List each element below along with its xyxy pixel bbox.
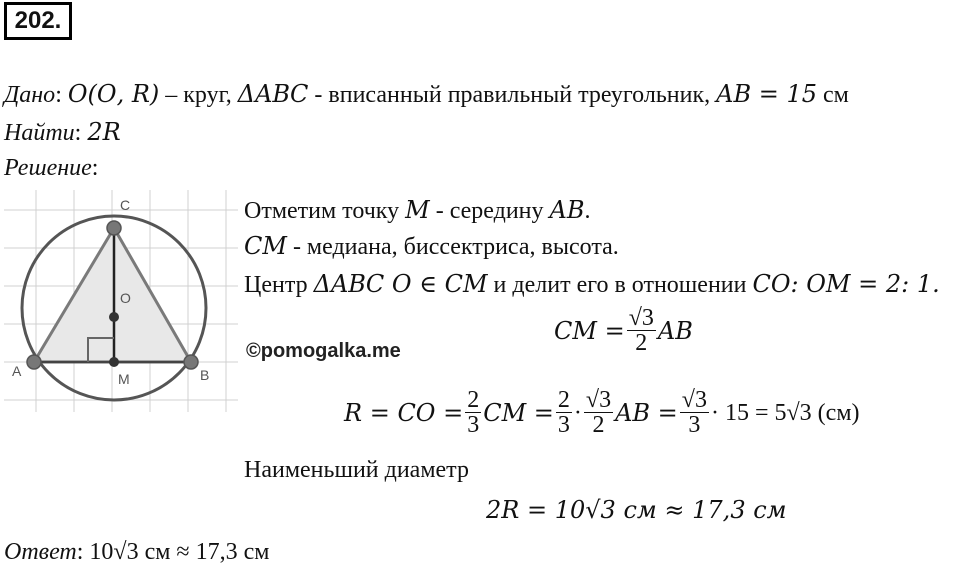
given-dash-text: – круг, — [159, 82, 238, 108]
point-c — [107, 221, 121, 235]
answer-label: Ответ — [4, 539, 77, 565]
label-o: O — [120, 290, 131, 306]
equation-r: 𝑅 = 𝐶𝑂 = $\frac{2}{3}$ 𝐶𝑀 = $\frac{2}{3}$ · $\frac{√3}{2}$ 𝐴𝐵 = $\frac{√3}{3}$ · 15 = 5√3 (см) — [344, 387, 860, 438]
find-label: Найти — [4, 120, 75, 146]
label-m: M — [118, 371, 130, 387]
answer-value: 10√3 см ≈ 17,3 см — [89, 539, 270, 565]
step-2: 𝐶𝑀 - медиана, биссектриса, высота. — [244, 232, 619, 260]
point-m — [109, 357, 119, 367]
problem-number: 202. — [4, 2, 72, 40]
given-triangle: Δ𝐴𝐵𝐶 — [237, 80, 309, 108]
label-b: B — [200, 367, 210, 383]
point-b — [184, 355, 198, 369]
label-a: A — [12, 363, 22, 379]
step-1: Отметим точку 𝑀 - середину 𝐴𝐵. — [244, 196, 591, 224]
equation-diameter: 2𝑅 = 10√3 см ≈ 17,3 см — [486, 496, 787, 524]
step-3: Центр Δ𝐴𝐵𝐶 𝑂 ∈ 𝐶𝑀 и делит его в отношении 𝐶𝑂: 𝑂𝑀 = 2: 1. — [244, 270, 940, 298]
given-label: Дано — [4, 82, 56, 108]
step-4: Наименьший диаметр — [244, 457, 469, 483]
label-c: C — [120, 197, 131, 213]
solution-label: Решение — [4, 155, 92, 181]
given-description: - вписанный правильный треугольник, — [308, 82, 717, 108]
given-line: Дано: 𝑂(𝑂, 𝑅) – круг, Δ𝐴𝐵𝐶 - вписанный правильный треугольник, 𝐴𝐵 = 15 см — [4, 80, 849, 108]
find-line: Найти: 2𝑅 — [4, 118, 121, 146]
given-unit: см — [817, 82, 849, 108]
equation-cm: 𝐶𝑀 = $\frac{√3}{2}$ 𝐴𝐵 — [554, 305, 693, 356]
solution-line: Решение: — [4, 155, 99, 181]
watermark: ©pomogalka.me — [246, 340, 401, 362]
point-o — [109, 312, 119, 322]
triangle-figure — [4, 190, 238, 412]
given-side: 𝐴𝐵 = 15 — [716, 80, 818, 108]
fraction: $\frac{√3}{2}$ — [628, 305, 654, 356]
point-a — [27, 355, 41, 369]
answer-line: Ответ: 10√3 см ≈ 17,3 см — [4, 539, 270, 565]
given-circle: 𝑂(𝑂, 𝑅) — [67, 80, 160, 108]
find-value: 2𝑅 — [87, 118, 121, 146]
